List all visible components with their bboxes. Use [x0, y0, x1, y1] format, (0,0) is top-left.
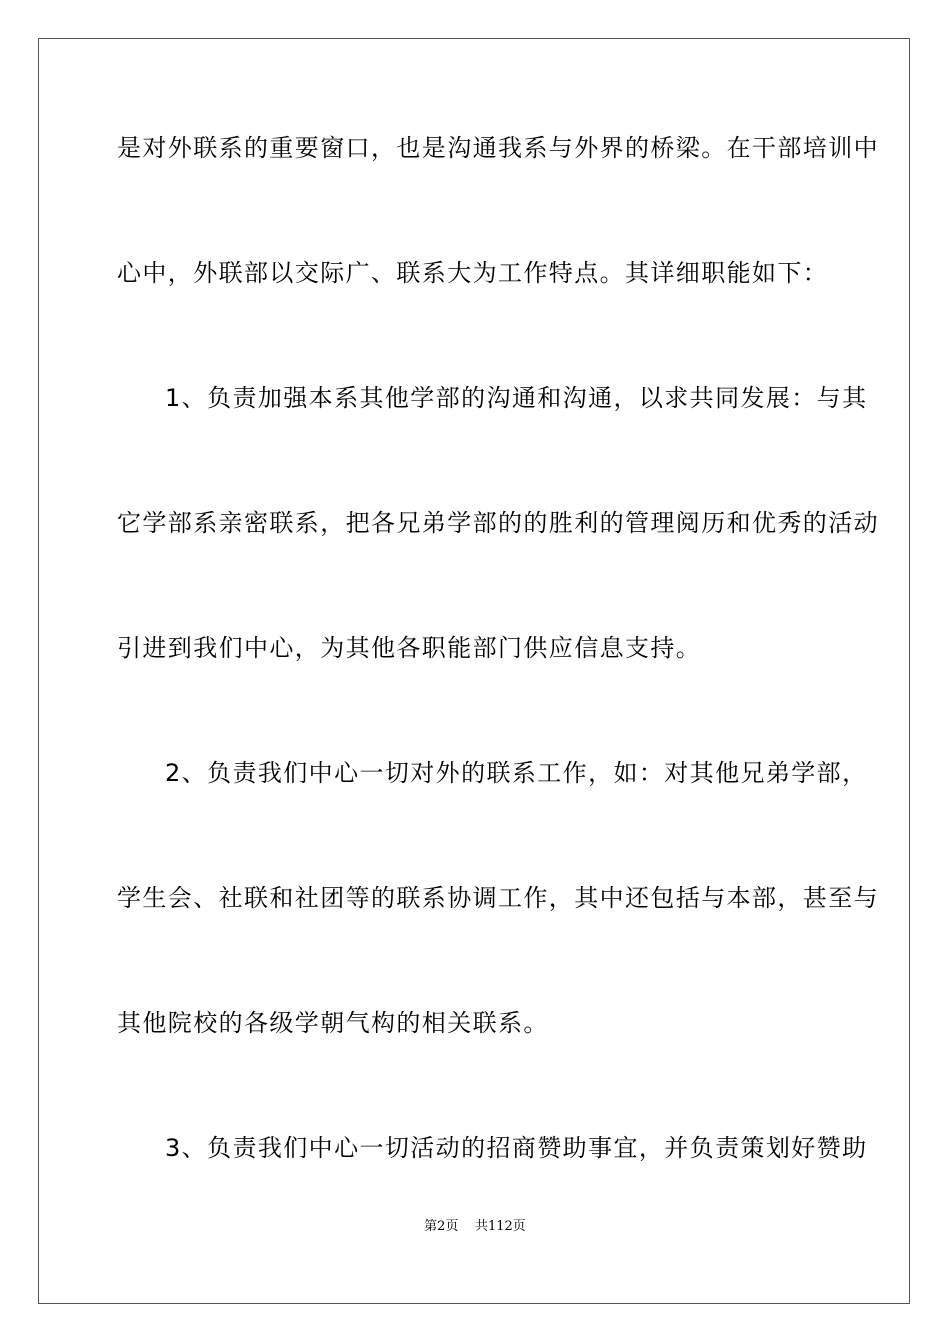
- page-footer: [0, 1218, 950, 1236]
- body-text-line: 学生会、社联和社团等的联系协调工作，其中还包括与本部，甚至与: [117, 884, 879, 912]
- body-text-line: 它学部系亲密联系，把各兄弟学部的的胜利的管理阅历和优秀的活动: [117, 509, 879, 537]
- numbered-paragraph-line: 3、负责我们中心一切活动的招商赞助事宜，并负责策划好赞助: [165, 1134, 868, 1162]
- body-text-line: 是对外联系的重要窗口，也是沟通我系与外界的桥梁。在干部培训中: [117, 134, 879, 162]
- body-text-line: 心中，外联部以交际广、联系大为工作特点。其详细职能如下：: [117, 259, 829, 287]
- numbered-paragraph-line: 1、负责加强本系其他学部的沟通和沟通，以求共同发展：与其: [165, 384, 868, 412]
- numbered-paragraph-line: 2、负责我们中心一切对外的联系工作，如：对其他兄弟学部，: [165, 759, 868, 787]
- total-pages: 共112页: [474, 1219, 526, 1234]
- body-text-line: 其他院校的各级学朝气构的相关联系。: [117, 1009, 549, 1037]
- page-border: [38, 38, 910, 1304]
- body-text-line: 引进到我们中心，为其他各职能部门供应信息支持。: [117, 634, 702, 662]
- page-number: 第2页: [424, 1219, 459, 1234]
